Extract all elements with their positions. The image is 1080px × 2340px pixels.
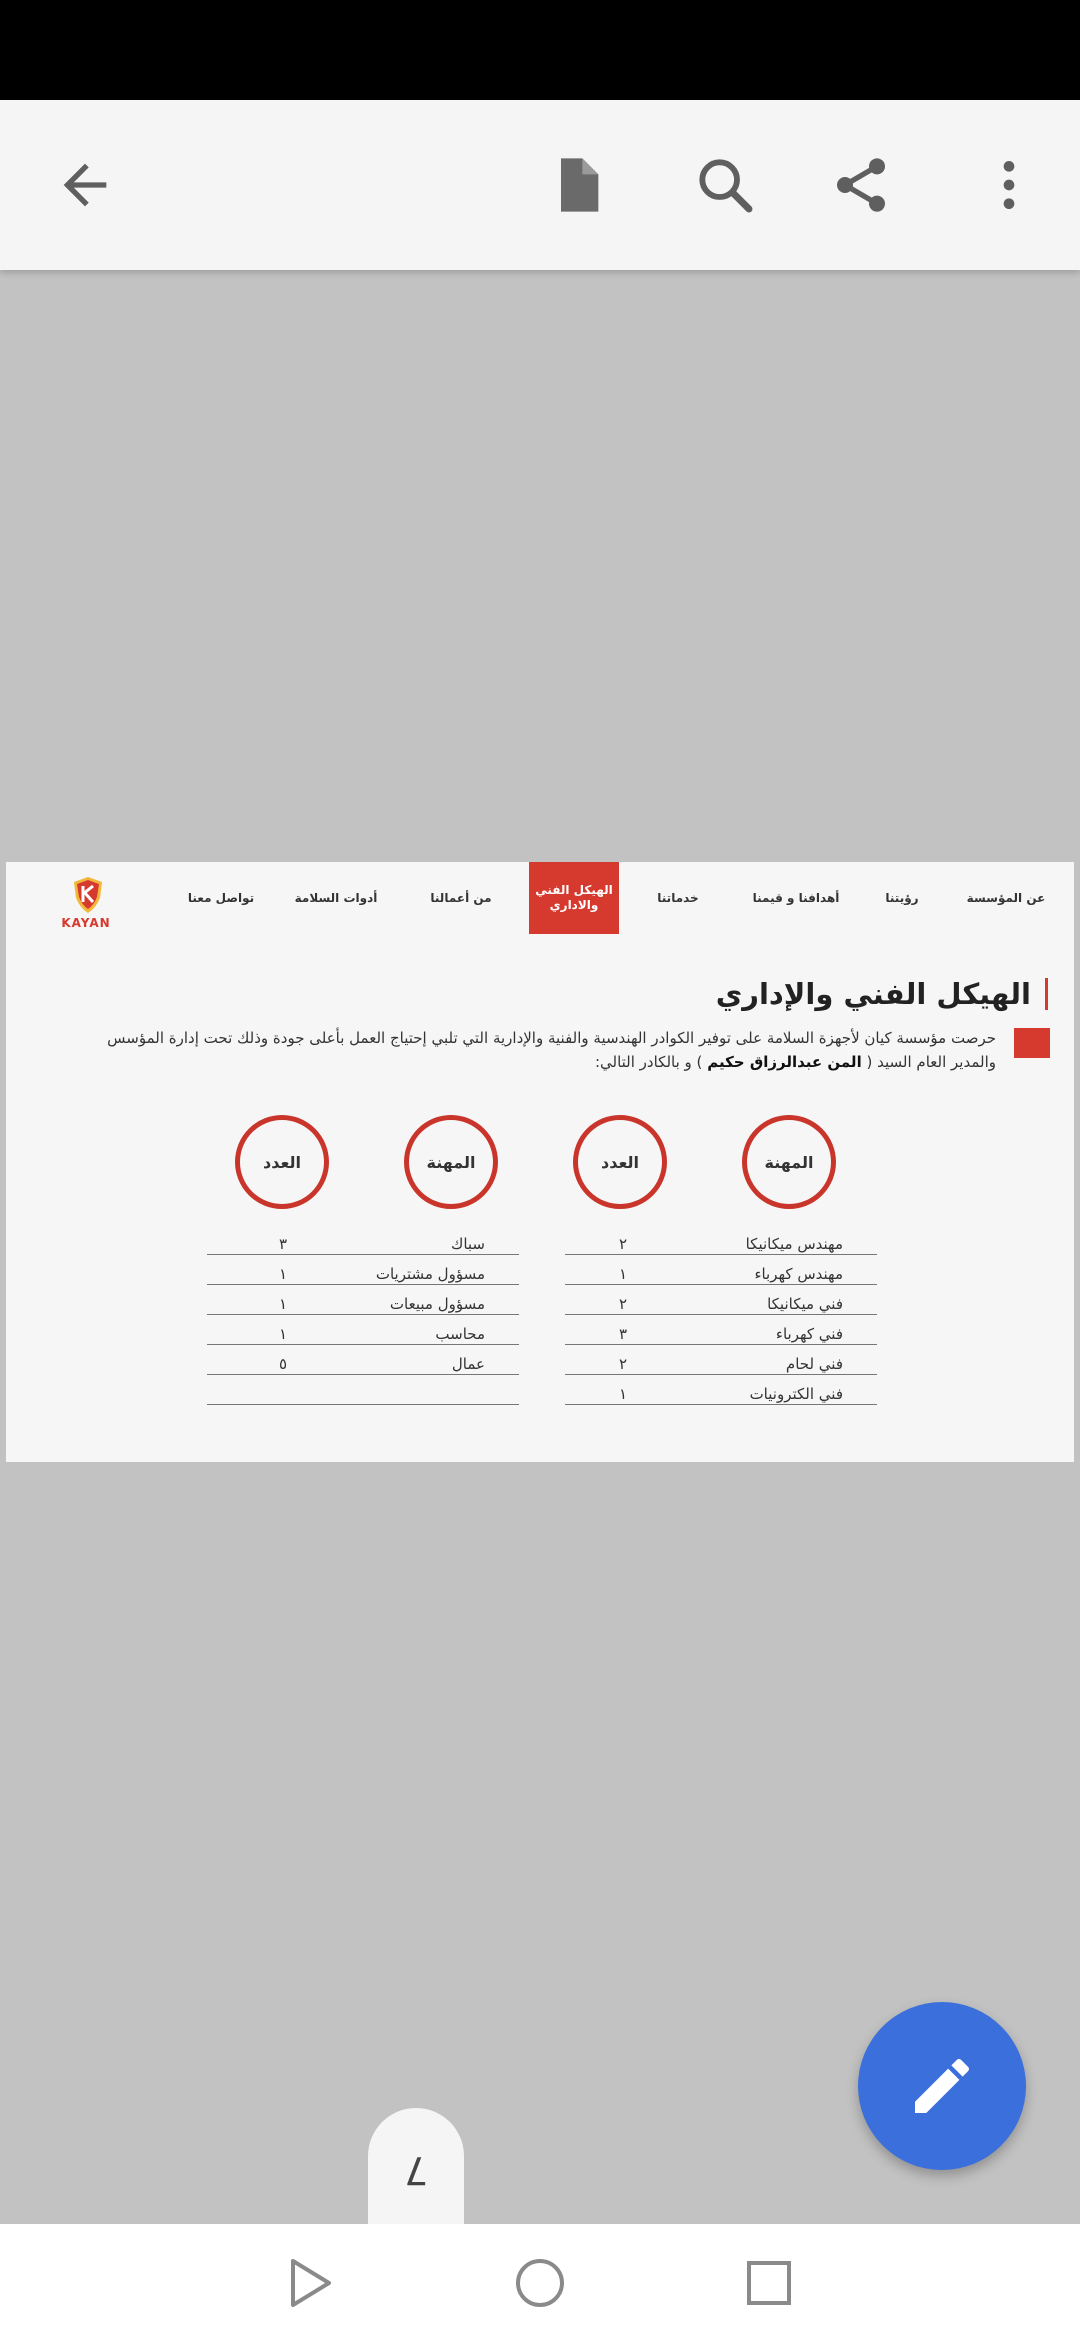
count-cell: ١ [278,1265,288,1283]
nav-item-works: من أعمالنا [430,890,492,905]
share-icon [829,153,893,217]
document-icon [545,153,609,217]
page-number: 7 [403,2148,429,2192]
count-cell: ٥ [278,1355,288,1373]
count-cell: ٣ [278,1235,288,1253]
square-recents-icon [746,2260,792,2306]
header-count-right: العدد [573,1115,667,1209]
back-arrow-icon [53,153,117,217]
occupation-cell: مسؤول مشتريات [375,1265,485,1283]
header-occupation-right: المهنة [742,1115,836,1209]
count-cell: ١ [618,1265,628,1283]
edit-fab-button[interactable] [858,2002,1026,2170]
occupation-cell: مهندس ميكانيكا [745,1235,843,1253]
back-button[interactable] [40,140,130,230]
nav-recents-button[interactable] [734,2248,804,2318]
paragraph-text-after: ) و بالكادر التالي: [594,1053,703,1071]
occupation-cell: محاسب [435,1325,485,1343]
nav-back-button[interactable] [276,2248,346,2318]
table-row [207,1345,519,1375]
header-count-left: العدد [235,1115,329,1209]
title-accent-bar [1045,978,1048,1010]
circle-home-icon [514,2257,566,2309]
count-cell: ٢ [618,1355,628,1373]
nav-item-contact: تواصل معنا [187,890,255,905]
page-number-indicator[interactable] [368,2108,464,2232]
occupation-cell: سباك [450,1235,485,1253]
count-cell: ١ [278,1325,288,1343]
occupation-cell: فني لحام [785,1355,843,1373]
more-vert-icon [977,153,1041,217]
pencil-icon [906,2050,978,2122]
table-row [207,1225,519,1255]
header-occupation-left: المهنة [404,1115,498,1209]
table-row [565,1285,877,1315]
count-cell: ٢ [618,1235,628,1253]
search-icon [693,153,757,217]
count-cell: ١ [618,1385,628,1403]
search-button[interactable] [680,140,770,230]
page-title: الهيكل الفني والإداري [715,977,1031,1011]
logo-text: KAYAN [61,916,111,930]
nav-item-safety-tools: أدوات السلامة [294,890,378,905]
table-row [207,1255,519,1285]
nav-item-goals: أهدافنا و قيمنا [752,890,840,905]
section-title [716,976,1048,1012]
paragraph-text-before: حرصت مؤسسة كيان لأجهزة السلامة على توفير الكوادر الهندسية والفنية والإدارية التي تلبي إحتياج العمل بأعلى جودة وذلك تحت إدارة المؤسس والمدير العام السيد ( [107,1029,996,1071]
table-row [565,1315,877,1345]
staff-table-left [207,1225,519,1405]
occupation-cell: عمال [451,1355,485,1373]
count-cell: ٣ [618,1325,628,1343]
occupation-cell: مهندس كهرباء [754,1265,843,1283]
triangle-back-icon [287,2257,335,2309]
table-row [565,1345,877,1375]
status-bar [0,0,1080,100]
nav-home-button[interactable] [505,2248,575,2318]
table-row [565,1225,877,1255]
system-nav-bar [0,2224,1080,2340]
occupation-cell: مسؤول مبيعات [389,1295,485,1313]
occupation-cell: فني الكترونيات [749,1385,843,1403]
share-button[interactable] [816,140,906,230]
table-row [207,1315,519,1345]
staff-table-right [565,1225,877,1405]
viewer-toolbar [0,100,1080,270]
document-nav [6,862,1074,934]
occupation-cell: فني كهرباء [775,1325,843,1343]
count-cell: ١ [278,1295,288,1313]
occupation-cell: فني ميكانيكا [767,1295,843,1313]
nav-item-about: عن المؤسسة [966,890,1046,905]
nav-item-vision: رؤيتنا [885,890,919,905]
nav-item-services: خدماتنا [657,890,699,905]
more-options-button[interactable] [964,140,1054,230]
nav-item-structure: الهيكل الفني والاداري [529,862,619,934]
table-row [565,1255,877,1285]
table-row [207,1285,519,1315]
table-row [207,1375,519,1405]
document-button[interactable] [532,140,622,230]
director-name: المن عبدالرزاق حكيم [707,1053,862,1071]
count-cell: ٢ [618,1295,628,1313]
kayan-logo [50,876,122,934]
bullet-square [1014,1028,1050,1058]
intro-paragraph [106,1026,996,1074]
table-row [565,1375,877,1405]
document-page [6,862,1074,1462]
